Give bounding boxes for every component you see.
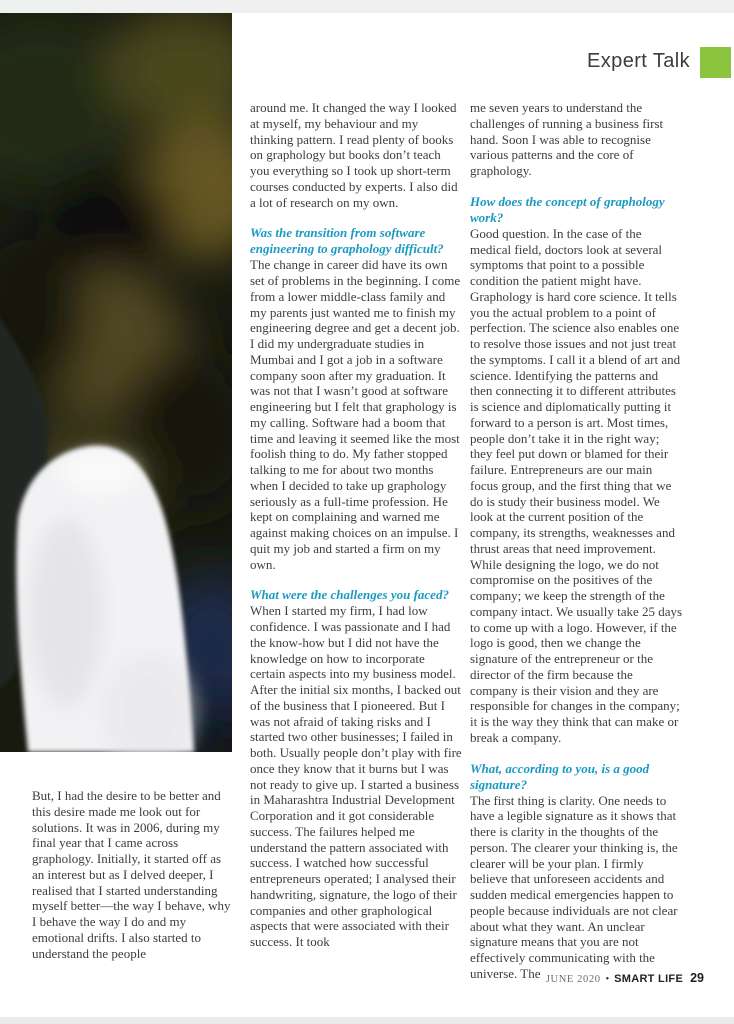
article-paragraph: me seven years to understand the challenges of running a business first hand. Soon I was able to recognise various patterns and the core of graphology.	[470, 100, 664, 178]
question-heading: How does the concept of graphology work?	[470, 193, 665, 225]
green-accent-square	[700, 47, 731, 78]
article-paragraph: The change in career did have its own set of problems in the beginning. I come from a lower middle-class family and my parents just wanted me to finish my engineering degree and get a decent job. I did my undergraduate studies in Mumbai and I got a job in a software company soon after my graduation. It was not that I wasn’t good at software engineering but I felt that graphology is my calling. Software had a boom that time and leaving it seemed like the most foolish thing to do. My father stopped talking to me for about two months when I decided to take up graphology seriously as a full-time profession. He kept on complaining and warned me against making choices on an impulse. I quit my job and started a firm on my own.	[250, 257, 461, 572]
footer-magazine-name: SMART LIFE	[614, 973, 684, 985]
footer-page-number: 29	[690, 971, 704, 985]
question-heading: What were the challenges you faced?	[250, 587, 449, 603]
page-edge-bottom	[0, 1017, 734, 1024]
page-footer	[546, 971, 704, 985]
article-paragraph: When I started my firm, I had low confidence. I was passionate and I had the know-how but I did not have the knowledge on how to incorporate certain aspects into my business model. After the initial six months, I backed out of the business that I pioneered. But I was not afraid of taking risks and I started two other businesses; I failed in both. Usually people don’t play with fire once they know that it burns but I was not ready to give up. I started a business in Maharashtra Industrial Development Corporation and it got considerable success. The failures helped me understand the pattern associated with success. I watched how successful entrepreneurs operated; I analysed their handwriting, signature, the logo of their companies and other graphological aspects that were associated with their success. It took	[250, 603, 462, 949]
question-heading: Was the transition from software engineering to graphology difficult?	[250, 225, 444, 257]
question-heading: What, according to you, is a good signature?	[470, 760, 650, 792]
column-right	[470, 100, 683, 982]
article-paragraph: around me. It changed the way I looked at myself, my behaviour and my thinking pattern. I read plenty of books on graphology but books don’t teach you everything so I took up short-term courses conducted by experts. I also did a lot of research on my own.	[250, 100, 458, 210]
article-paragraph: Good question. In the case of the medical field, doctors look at several symptoms that point to a possible condition the patient might have. Graphology is hard core science. It tells you the actual problem to a point of perfection. The science also enables one to resolve those issues and not just treat the symptoms. I call it a blend of art and science. Identifying the patterns and then connecting it to different attributes is science and diplomatically putting it forward to a person is art. Most times, people don’t take it in the right way; they feel put down or blamed for their failure. Entrepreneurs are our main focus group, and the first thing that we do is study their business model. We look at the current position of the company, its strengths, weaknesses and thrust areas that need improvement. While designing the logo, we do not compromise on the positives of the company; we keep the strength of the company intact. We usually take 25 days to come up with a logo. However, if the logo is good, then we change the signature of the entrepreneur or the director of the firm because the company is their vision and they are responsible for changes in the company; it is the way they think that can make or break a company.	[470, 225, 683, 745]
article-paragraph: The first thing is clarity. One needs to have a legible signature as it shows that there is clarity in the thoughts of the person. The clearer your thinking is, the clearer will be your plan. I firmly believe that unforeseen accidents and sudden medical emergencies happen to people because individuals are not clear about what they want. An unclear signature means that you are not effectively communicating with the universe. The	[470, 792, 678, 981]
footer-issue-date: JUNE 2020	[545, 974, 601, 985]
column-middle	[250, 100, 463, 950]
page-title: Expert Talk	[587, 50, 690, 72]
portrait-photo	[0, 13, 232, 752]
column-left-bottom	[32, 788, 236, 961]
article-paragraph: But, I had the desire to be better and this desire made me look out for solutions. It was in 2006, during my final year that I came across graphology. Initially, it started off as an interest but as I delved deeper, I realised that I started understanding myself better—the way I behave, why I behave the way I do and my emotional drifts. I also started to understand the people	[32, 788, 231, 961]
page-edge-top	[0, 0, 734, 13]
footer-separator: •	[605, 974, 610, 985]
